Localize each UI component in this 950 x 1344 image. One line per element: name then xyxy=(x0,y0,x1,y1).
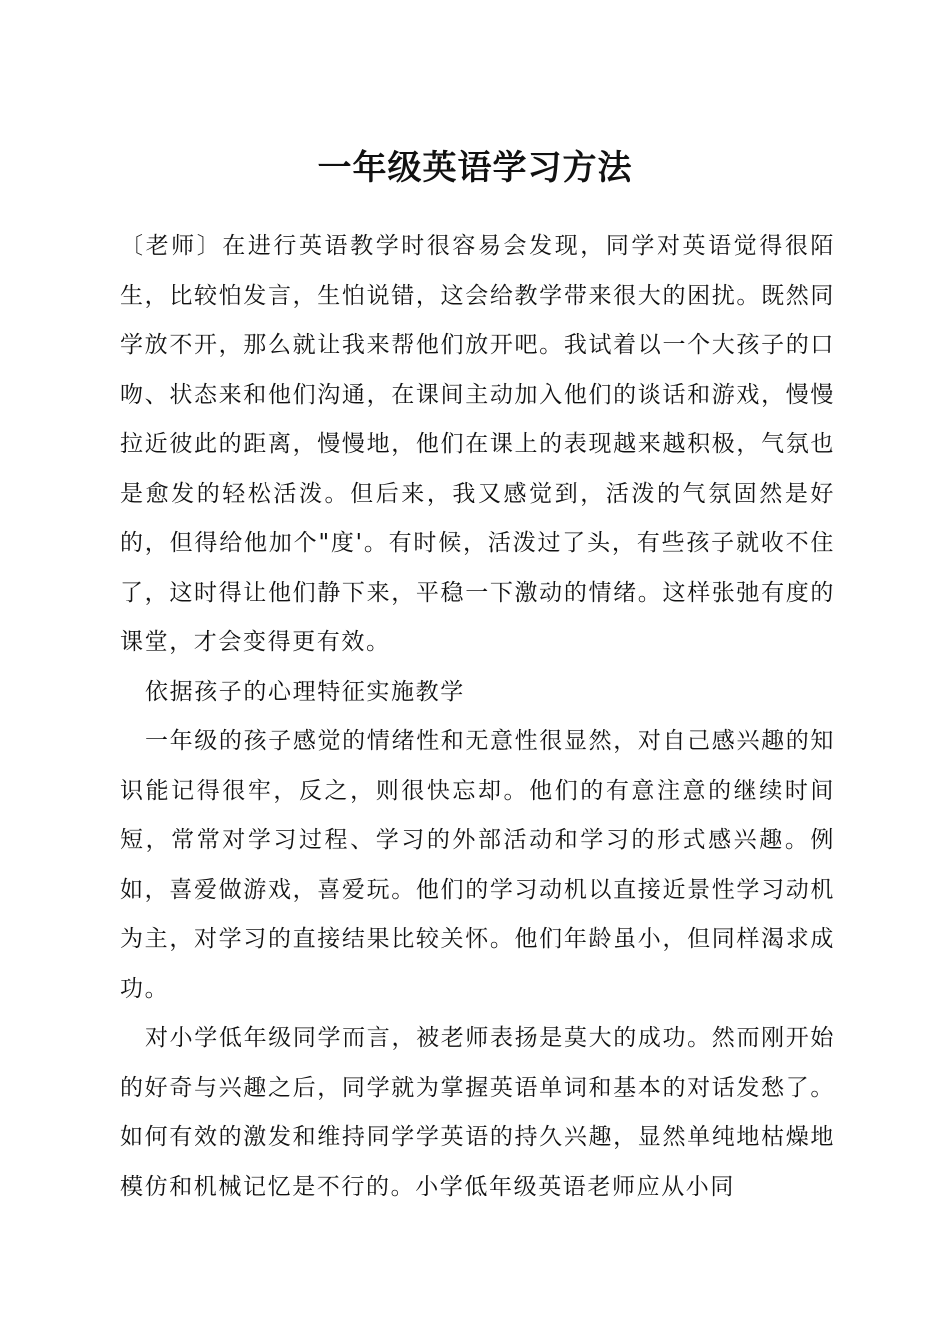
document-body xyxy=(120,222,835,1212)
document-title: 一年级英语学习方法 xyxy=(317,148,633,188)
section-heading: 依据孩子的心理特征实施教学 xyxy=(145,678,465,705)
paragraph-psychology: 一年级的孩子感觉的情绪性和无意性很显然，对自己感兴趣的知识能记得很牢，反之，则很快忘却。他们的有意注意的继续时间短，常常对学习过程、学习的外部活动和学习的形式感兴趣。例如，喜爱做游戏，喜爱玩。他们的学习动机以直接近景性学习动机为主，对学习的直接结果比较关怀。他们年龄虽小，但同样渴求成功。 xyxy=(120,728,835,1002)
paragraph-intro: 〔老师〕在进行英语教学时很容易会发现，同学对英语觉得很陌生，比较怕发言，生怕说错，这会给教学带来很大的困扰。既然同学放不开，那么就让我来帮他们放开吧。我试着以一个大孩子的口吻、状态来和他们沟通，在课间主动加入他们的谈话和游戏，慢慢拉近彼此的距离，慢慢地，他们在课上的表现越来越积极，气氛也是愈发的轻松活泼。但后来，我又感觉到，活泼的气氛固然是好的，但得给他加个"度'。有时候，活泼过了头，有些孩子就收不住了，这时得让他们静下来，平稳一下激动的情绪。这样张弛有度的课堂，才会变得更有效。 xyxy=(120,233,835,655)
paragraph-praise: 对小学低年级同学而言，被老师表扬是莫大的成功。然而刚开始的好奇与兴趣之后，同学就为掌握英语单词和基本的对话发愁了。如何有效的激发和维持同学学英语的持久兴趣，显然单纯地枯燥地模仿和机械记忆是不行的。小学低年级英语老师应从小同 xyxy=(120,1025,835,1200)
